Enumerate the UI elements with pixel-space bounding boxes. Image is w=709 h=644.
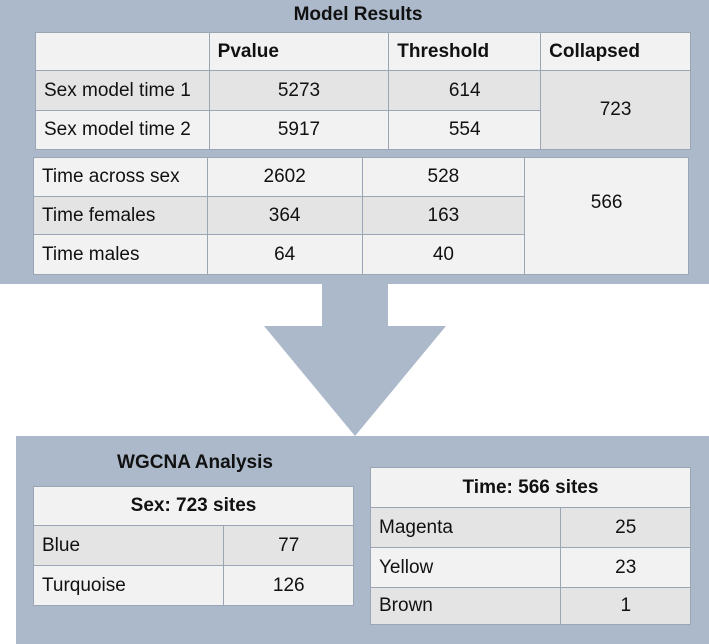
row-label: Time males xyxy=(34,235,208,275)
module-count: 25 xyxy=(561,508,691,548)
header-collapsed: Collapsed xyxy=(541,33,691,71)
sex-collapsed-cell: 723 xyxy=(541,71,691,150)
threshold-cell: 614 xyxy=(389,71,541,111)
threshold-cell: 528 xyxy=(362,158,525,197)
table-header-row xyxy=(371,468,691,508)
table-row xyxy=(371,508,691,548)
table-row xyxy=(34,526,354,566)
module-name: Blue xyxy=(34,526,224,566)
row-label: Time across sex xyxy=(34,158,208,197)
pvalue-cell: 364 xyxy=(207,197,362,235)
module-name: Magenta xyxy=(371,508,561,548)
pvalue-cell: 5273 xyxy=(209,71,389,111)
row-label: Sex model time 2 xyxy=(36,111,210,150)
sex-model-table xyxy=(35,32,691,150)
sex-sites-title: Sex: 723 sites xyxy=(34,487,354,526)
threshold-cell: 40 xyxy=(362,235,525,275)
table-row xyxy=(371,588,691,625)
header-row xyxy=(36,33,691,71)
header-blank-cell xyxy=(36,33,210,71)
pvalue-cell: 64 xyxy=(207,235,362,275)
model-results-title: Model Results xyxy=(293,4,423,25)
module-name: Brown xyxy=(371,588,561,625)
time-model-table xyxy=(33,157,689,275)
time-sites-table xyxy=(370,467,691,625)
row-label: Sex model time 1 xyxy=(36,71,210,111)
pvalue-cell: 2602 xyxy=(207,158,362,197)
down-arrow-icon xyxy=(264,284,446,436)
module-name: Yellow xyxy=(371,548,561,588)
sex-sites-table xyxy=(33,486,354,606)
module-count: 23 xyxy=(561,548,691,588)
time-collapsed-cell: 566 xyxy=(525,158,689,275)
wgcna-title: WGCNA Analysis xyxy=(117,452,273,473)
module-count: 126 xyxy=(224,566,354,606)
module-name: Turquoise xyxy=(34,566,224,606)
header-threshold: Threshold xyxy=(389,33,541,71)
module-count: 77 xyxy=(224,526,354,566)
header-pvalue: Pvalue xyxy=(209,33,389,71)
table-row xyxy=(34,158,689,197)
table-header-row xyxy=(34,487,354,526)
module-count: 1 xyxy=(561,588,691,625)
threshold-cell: 554 xyxy=(389,111,541,150)
table-row xyxy=(36,71,691,111)
table-row xyxy=(371,548,691,588)
threshold-cell: 163 xyxy=(362,197,525,235)
table-row xyxy=(34,566,354,606)
pvalue-cell: 5917 xyxy=(209,111,389,150)
time-sites-title: Time: 566 sites xyxy=(371,468,691,508)
row-label: Time females xyxy=(34,197,208,235)
